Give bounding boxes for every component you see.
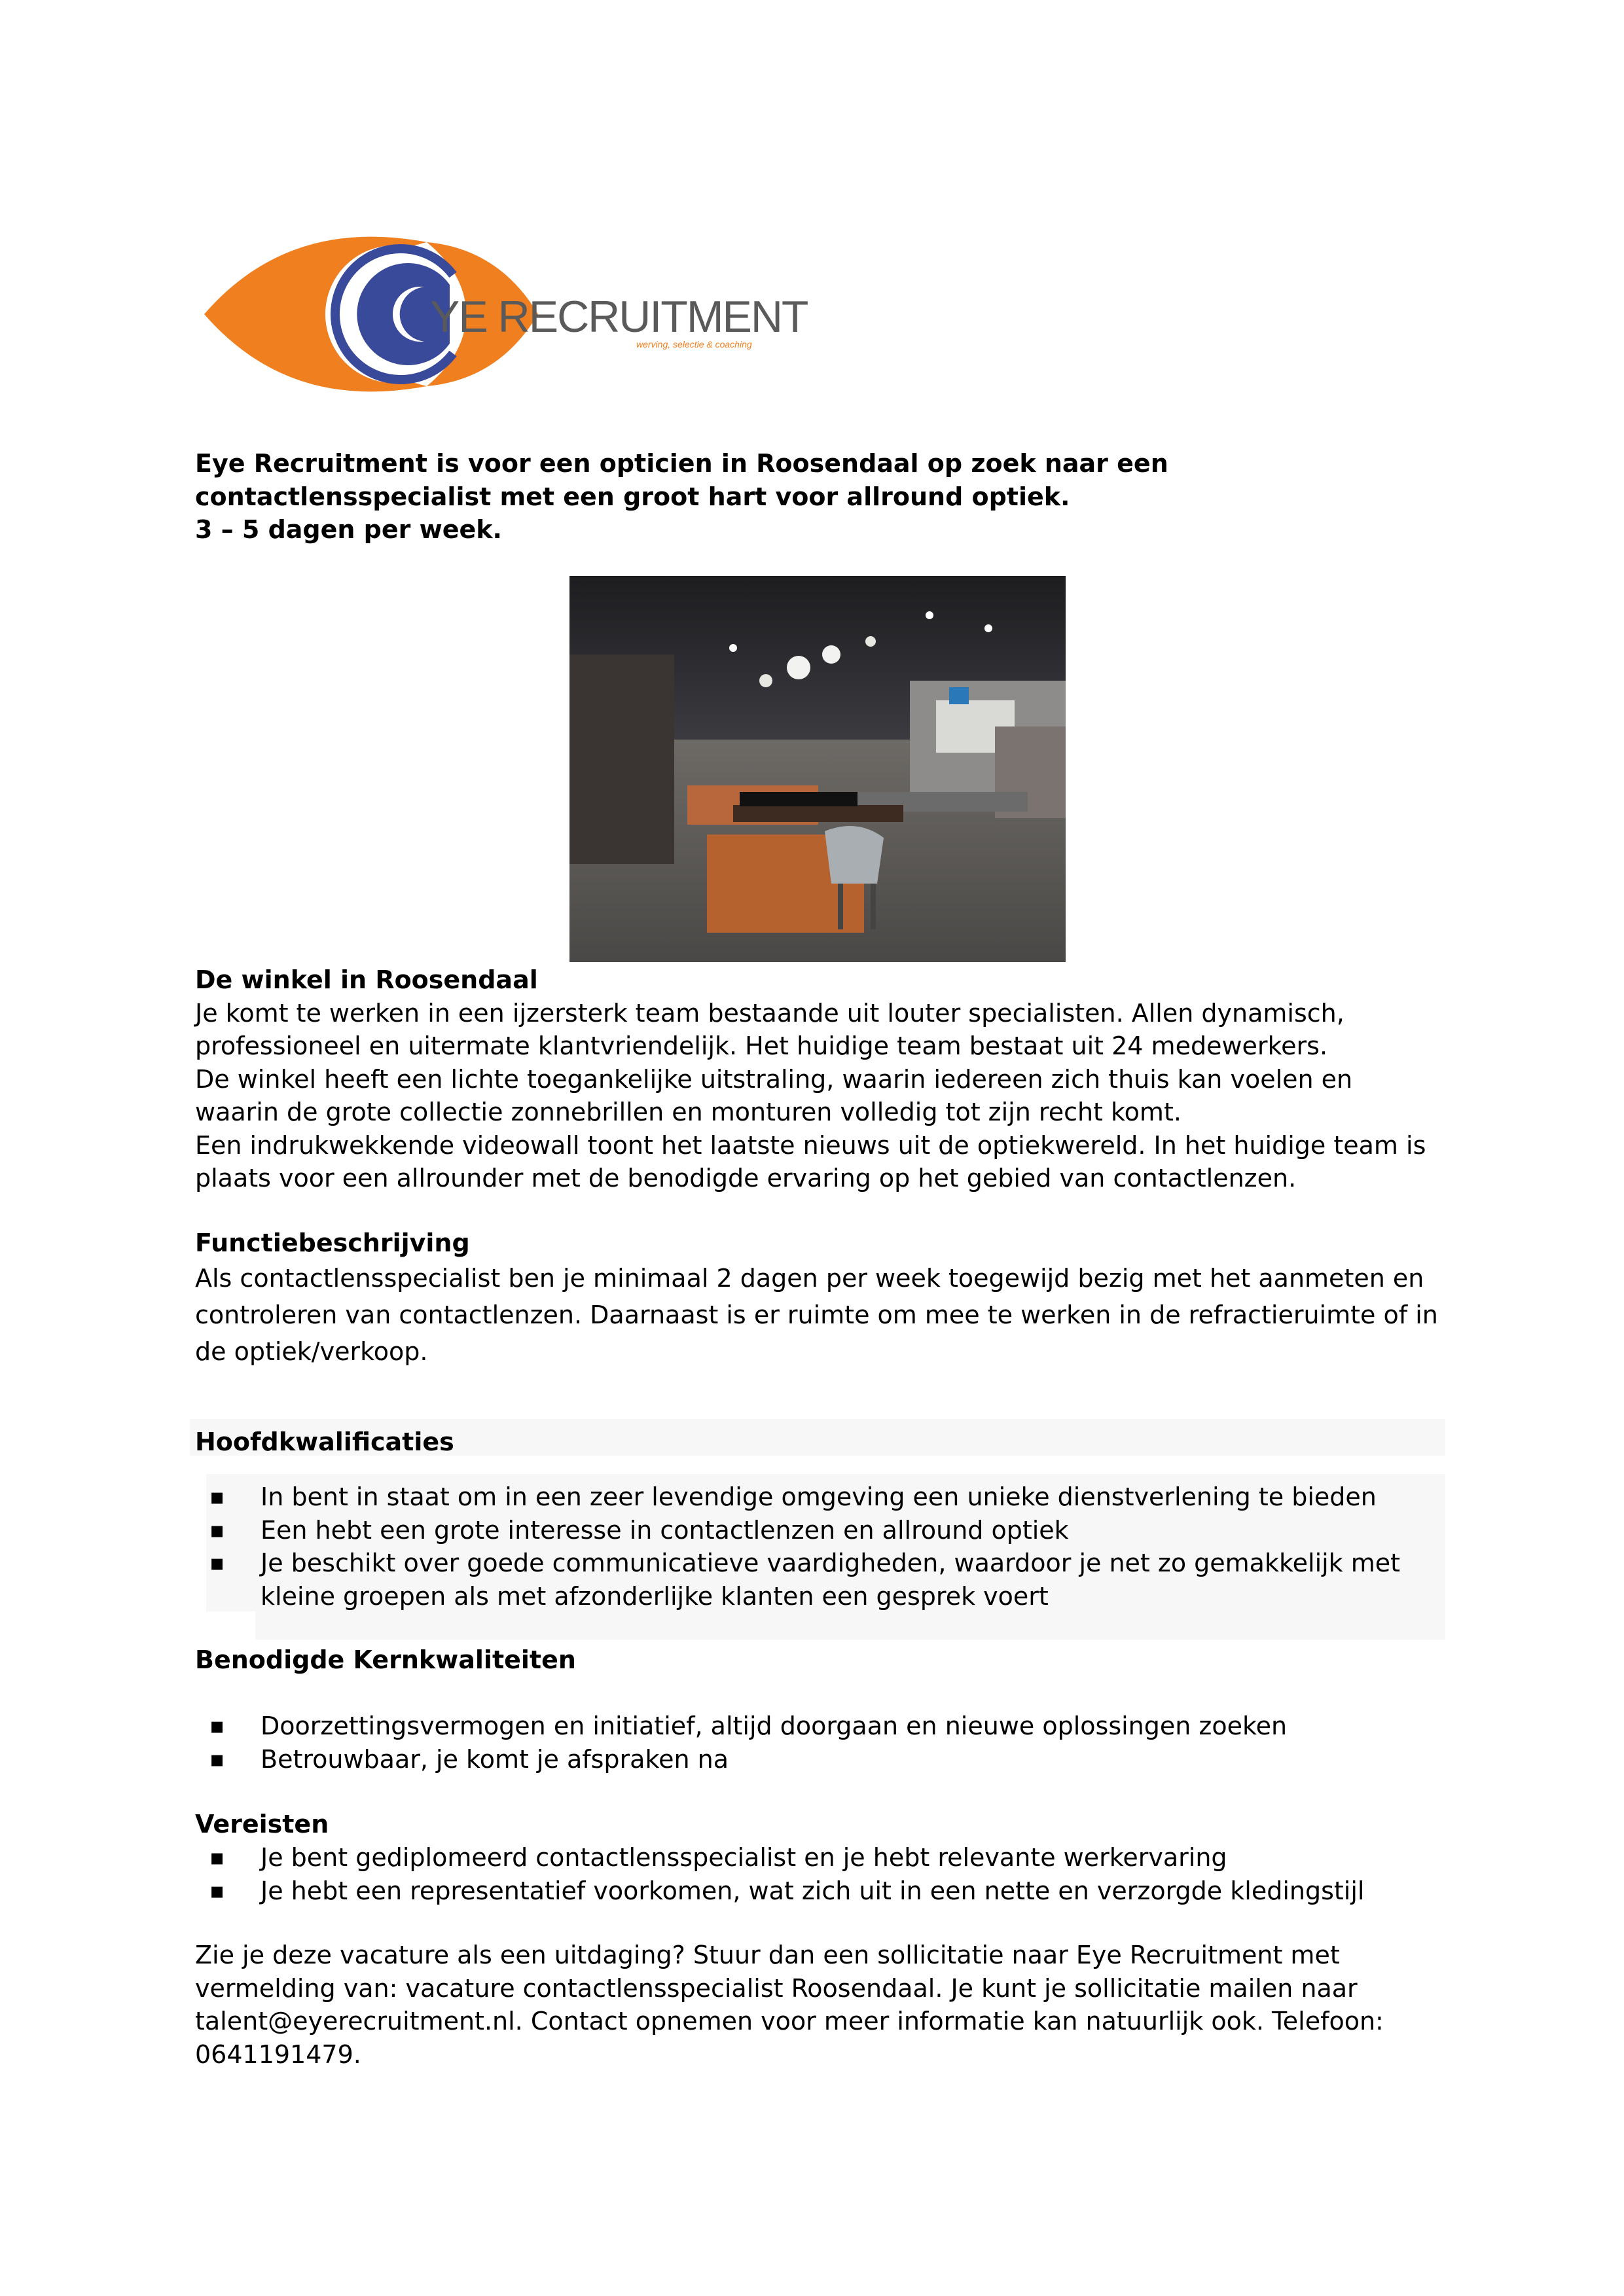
section-heading: De winkel in Roosendaal [195,965,538,994]
intro-line: 3 – 5 dagen per week. [195,515,502,544]
section-heading: Hoofdkwalificaties [195,1427,454,1456]
intro-line: Eye Recruitment is voor een opticien in Roosendaal op zoek naar een [195,449,1168,478]
paragraph-line: Zie je deze vacature als een uitdaging? Stuur dan een sollicitatie naar Eye Recruitment met [195,1941,1340,1969]
list-item: ▪ Je beschikt over goede communicatieve vaardigheden, waardoor je net zo gemakkelijk met kleine groepen als met afzonderlijke klanten een gesprek voert [195,1547,1400,1613]
qualifications-list [195,1480,1400,1613]
paragraph-line: Een indrukwekkende videowall toont het laatste nieuws uit de optiekwereld. In het huidige team is [195,1130,1426,1160]
paragraph-line: De winkel heeft een lichte toegankelijke uitstraling, waarin iedereen zich thuis kan voelen en [195,1064,1353,1094]
list-item: ▪ Je bent gediplomeerd contactlensspecialist en je hebt relevante werkervaring [195,1841,1364,1874]
paragraph-line: Je komt te werken in een ijzersterk team bestaande uit louter specialisten. Allen dynamisch, [195,998,1344,1028]
list-item: ▪ Je hebt een representatief voorkomen, wat zich uit in een nette en verzorgde kledingstijl [195,1874,1364,1908]
list-item: ▪ Betrouwbaar, je komt je afspraken na [195,1743,1287,1776]
section-heading: Functiebeschrijving [195,1229,470,1257]
core-qualities-list [195,1710,1287,1776]
paragraph-line: controleren van contactlenzen. Daarnaast is er ruimte om mee te werken in de refractieruimte of in [195,1300,1438,1329]
store-section [195,963,1426,1195]
paragraph-line: waarin de grote collectie zonnebrillen en monturen volledig tot zijn recht komt. [195,1098,1182,1126]
list-item: ▪ In bent in staat om in een zeer levendige omgeving een unieke dienstverlening te bieden [195,1480,1400,1514]
paragraph-line: 0641191479. [195,2039,361,2069]
qualifications-list-band [255,1610,1445,1640]
section-heading: Vereisten [195,1810,329,1839]
paragraph-line: plaats voor een allrounder met de benodigde ervaring op het gebied van contactlenzen. [195,1164,1297,1193]
company-logo [191,223,820,412]
function-section [195,1227,1438,1370]
closing-paragraph [195,1939,1384,2071]
paragraph-line: vermelding van: vacature contactlensspecialist Roosendaal. Je kunt je sollicitatie mailen naar [195,1973,1358,2003]
logo-brand-text: YE RECRUITMENT [430,292,808,342]
paragraph-line: de optiek/verkoop. [195,1336,428,1366]
requirements-list [195,1841,1364,1907]
intro-text [195,447,1168,547]
list-item: ▪ Een hebt een grote interesse in contactlenzen en allround optiek [195,1514,1400,1547]
paragraph-line: talent@eyerecruitment.nl. Contact opnemen voor meer informatie kan natuurlijk ook. Telefoon: [195,2007,1384,2036]
logo-tagline: werving, selectie & coaching [636,339,752,350]
intro-line: contactlensspecialist met een groot hart voor allround optiek. [195,482,1070,511]
paragraph-line: professioneel en uitermate klantvriendelijk. Het huidige team bestaat uit 24 medewerkers. [195,1031,1328,1060]
paragraph-line: Als contactlensspecialist ben je minimaal 2 dagen per week toegewijd bezig met het aanmeten en [195,1263,1424,1293]
list-item: ▪ Doorzettingsvermogen en initiatief, altijd doorgaan en nieuwe oplossingen zoeken [195,1710,1287,1743]
section-heading: Benodigde Kernkwaliteiten [195,1645,576,1674]
store-photo [569,576,1066,962]
